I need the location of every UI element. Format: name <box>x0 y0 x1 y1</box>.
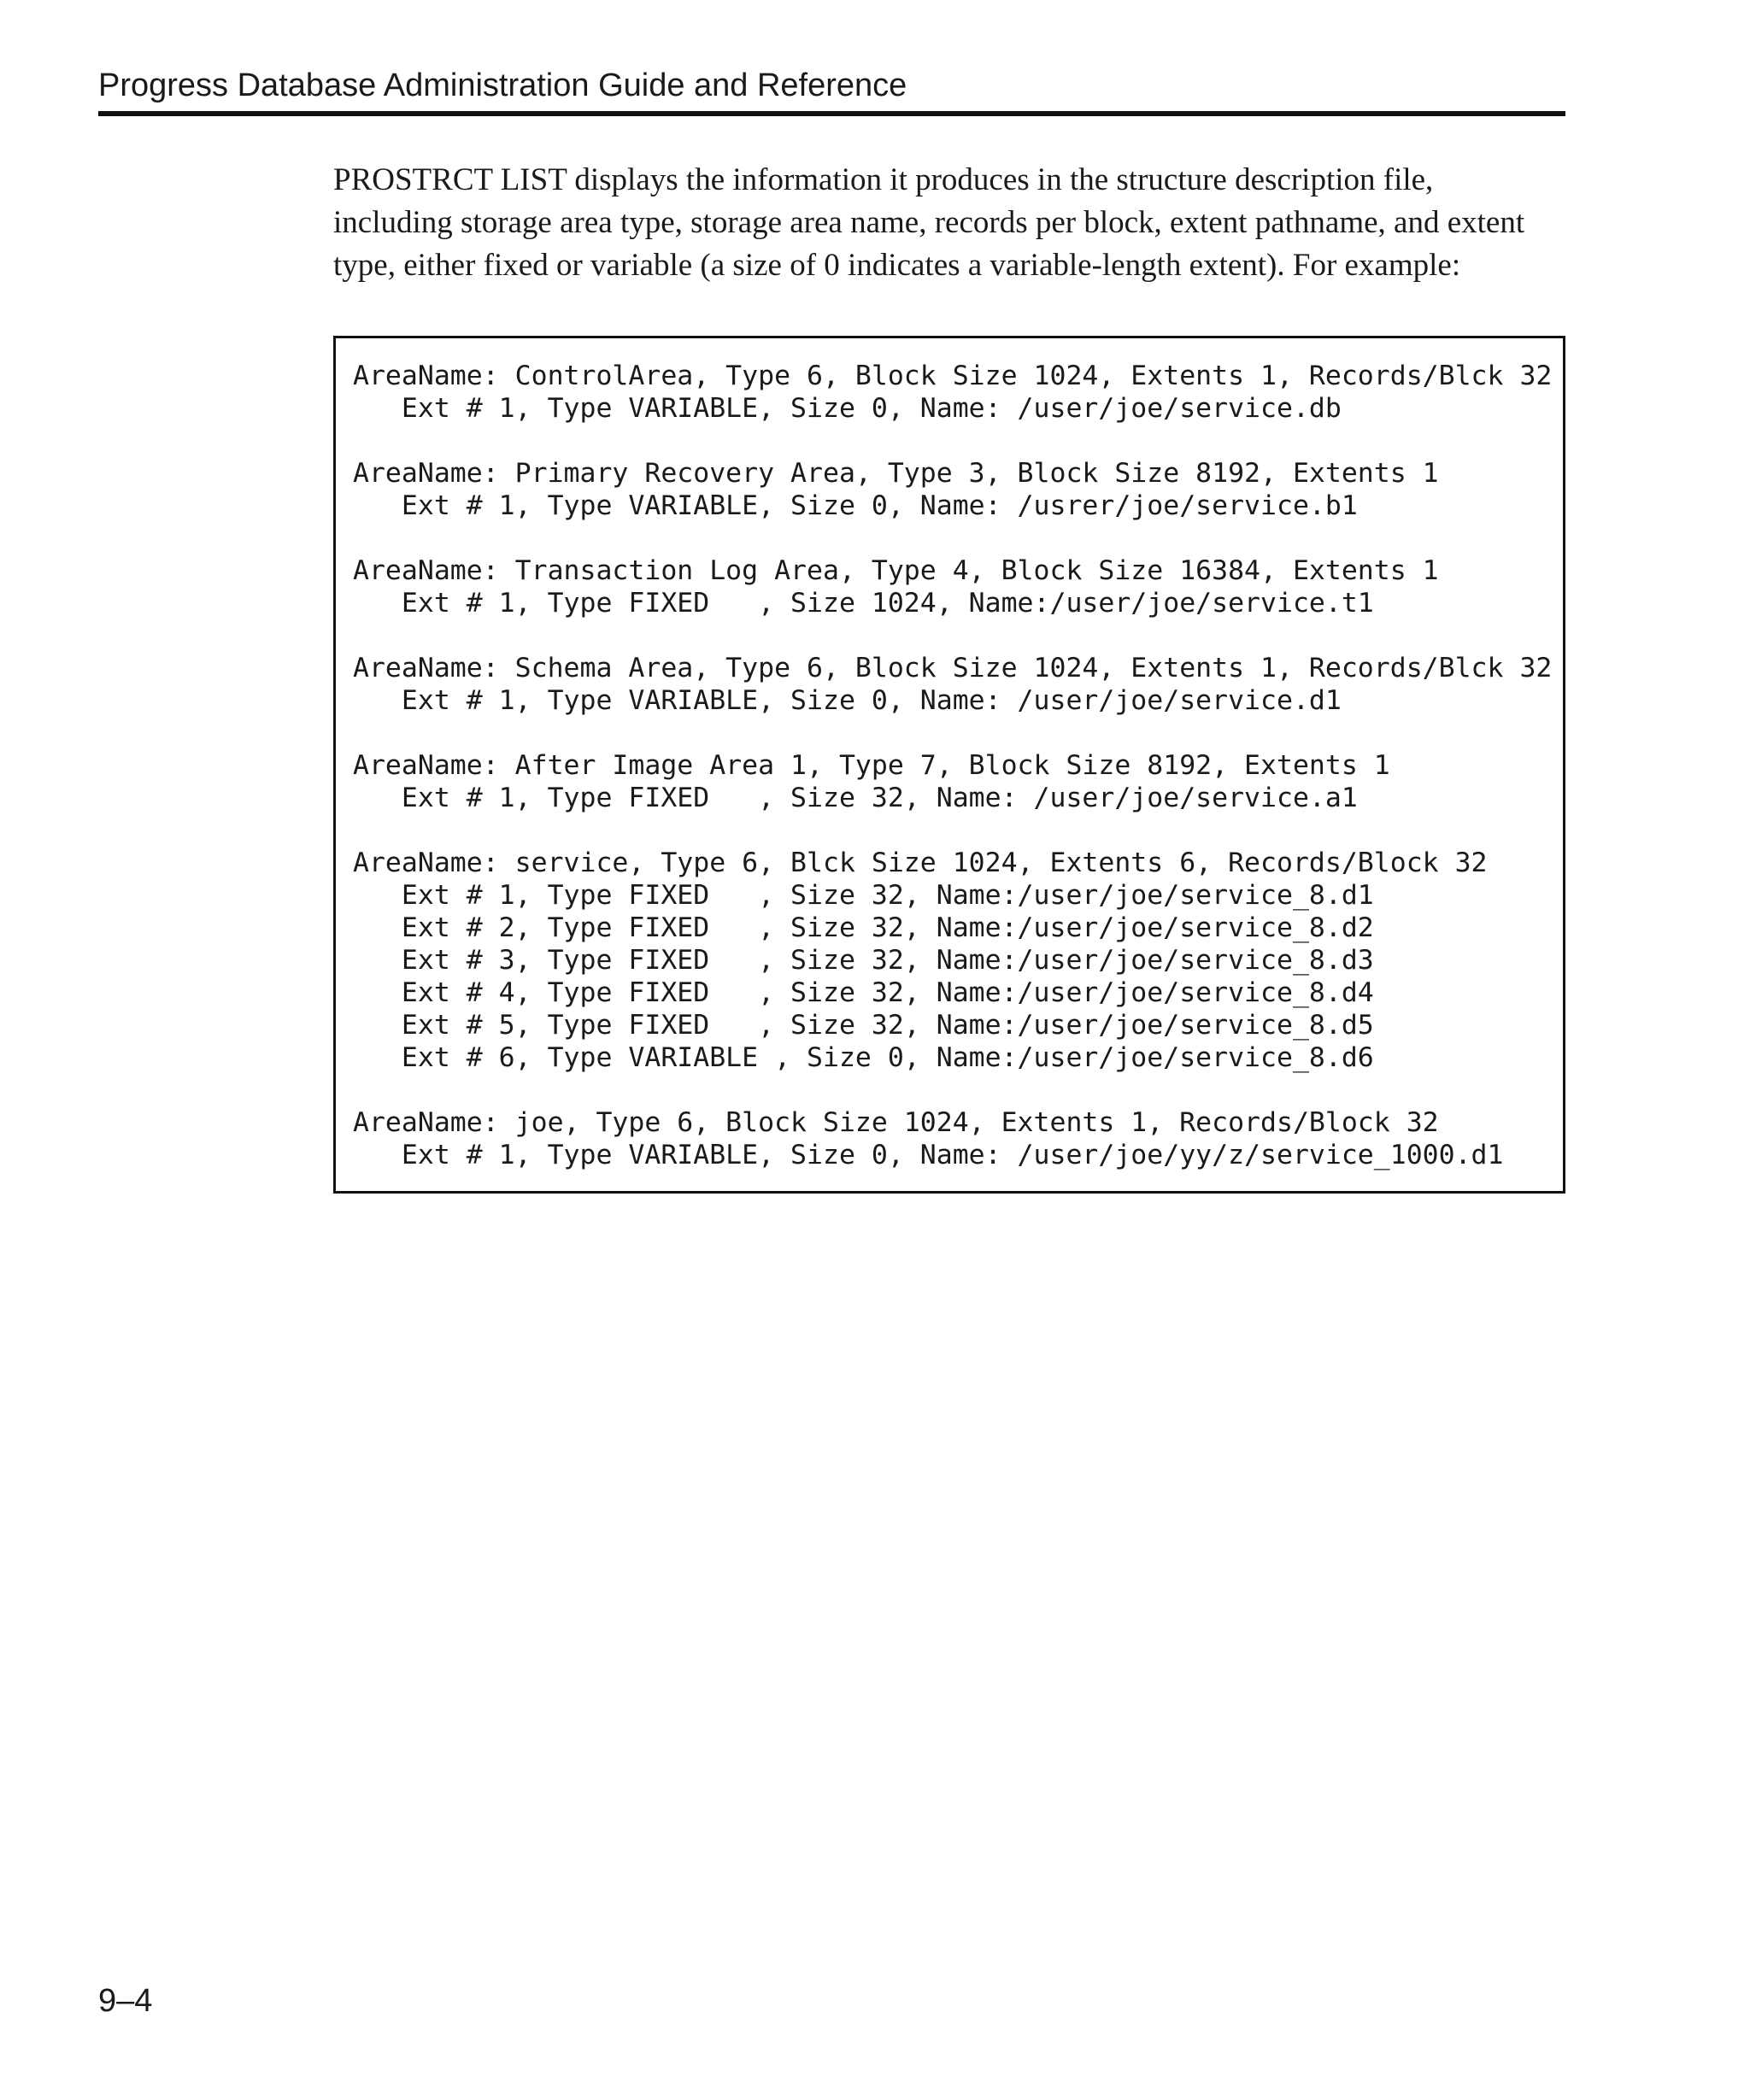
code-line: Ext # 6, Type VARIABLE , Size 0, Name:/user/joe/service_8.d6 <box>353 1042 1374 1073</box>
code-blank-line <box>353 522 1552 554</box>
code-blank-line <box>353 619 1552 652</box>
code-line: Ext # 3, Type FIXED , Size 32, Name:/user/joe/service_8.d3 <box>353 945 1374 976</box>
body-paragraph <box>333 159 1568 287</box>
code-blank-line <box>353 1074 1552 1106</box>
code-line: AreaName: Schema Area, Type 6, Block Size 1024, Extents 1, Records/Blck 32 <box>353 653 1553 683</box>
code-line: Ext # 4, Type FIXED , Size 32, Name:/user/joe/service_8.d4 <box>353 977 1374 1008</box>
running-header: Progress Database Administration Guide and Reference <box>98 67 907 103</box>
paragraph-line: type, either fixed or variable (a size of 0 indicates a variable-length extent). For example: <box>333 248 1461 283</box>
page-number: 9–4 <box>98 1983 153 2019</box>
code-line: Ext # 1, Type VARIABLE, Size 0, Name: /user/joe/service.db <box>353 393 1342 424</box>
code-blank-line <box>353 814 1552 847</box>
code-line: Ext # 1, Type FIXED , Size 32, Name: /user/joe/service.a1 <box>353 783 1358 813</box>
code-line: Ext # 2, Type FIXED , Size 32, Name:/user/joe/service_8.d2 <box>353 912 1374 943</box>
code-line: Ext # 1, Type FIXED , Size 32, Name:/user/joe/service_8.d1 <box>353 880 1374 911</box>
code-line: AreaName: joe, Type 6, Block Size 1024, Extents 1, Records/Block 32 <box>353 1107 1439 1138</box>
header-rule <box>98 111 1565 116</box>
code-line: Ext # 1, Type VARIABLE, Size 0, Name: /user/joe/yy/z/service_1000.d1 <box>353 1140 1504 1170</box>
code-line: AreaName: Primary Recovery Area, Type 3, Block Size 8192, Extents 1 <box>353 458 1439 489</box>
code-line: Ext # 1, Type VARIABLE, Size 0, Name: /usrer/joe/service.b1 <box>353 490 1358 521</box>
code-block <box>353 360 1552 1171</box>
code-line: Ext # 1, Type FIXED , Size 1024, Name:/user/joe/service.t1 <box>353 588 1374 619</box>
code-blank-line <box>353 717 1552 749</box>
code-line: AreaName: After Image Area 1, Type 7, Block Size 8192, Extents 1 <box>353 750 1390 781</box>
code-blank-line <box>353 425 1552 457</box>
paragraph-line: including storage area type, storage area name, records per block, extent pathname, and extent <box>333 205 1525 240</box>
code-line: AreaName: service, Type 6, Blck Size 1024, Extents 6, Records/Block 32 <box>353 848 1488 878</box>
paragraph-line: PROSTRCT LIST displays the information it produces in the structure description file, <box>333 162 1434 197</box>
code-line: Ext # 1, Type VARIABLE, Size 0, Name: /user/joe/service.d1 <box>353 685 1342 716</box>
code-line: AreaName: Transaction Log Area, Type 4, Block Size 16384, Extents 1 <box>353 555 1439 586</box>
code-line: AreaName: ControlArea, Type 6, Block Size 1024, Extents 1, Records/Blck 32 <box>353 361 1553 391</box>
code-line: Ext # 5, Type FIXED , Size 32, Name:/user/joe/service_8.d5 <box>353 1010 1374 1041</box>
code-example-box <box>333 336 1565 1194</box>
